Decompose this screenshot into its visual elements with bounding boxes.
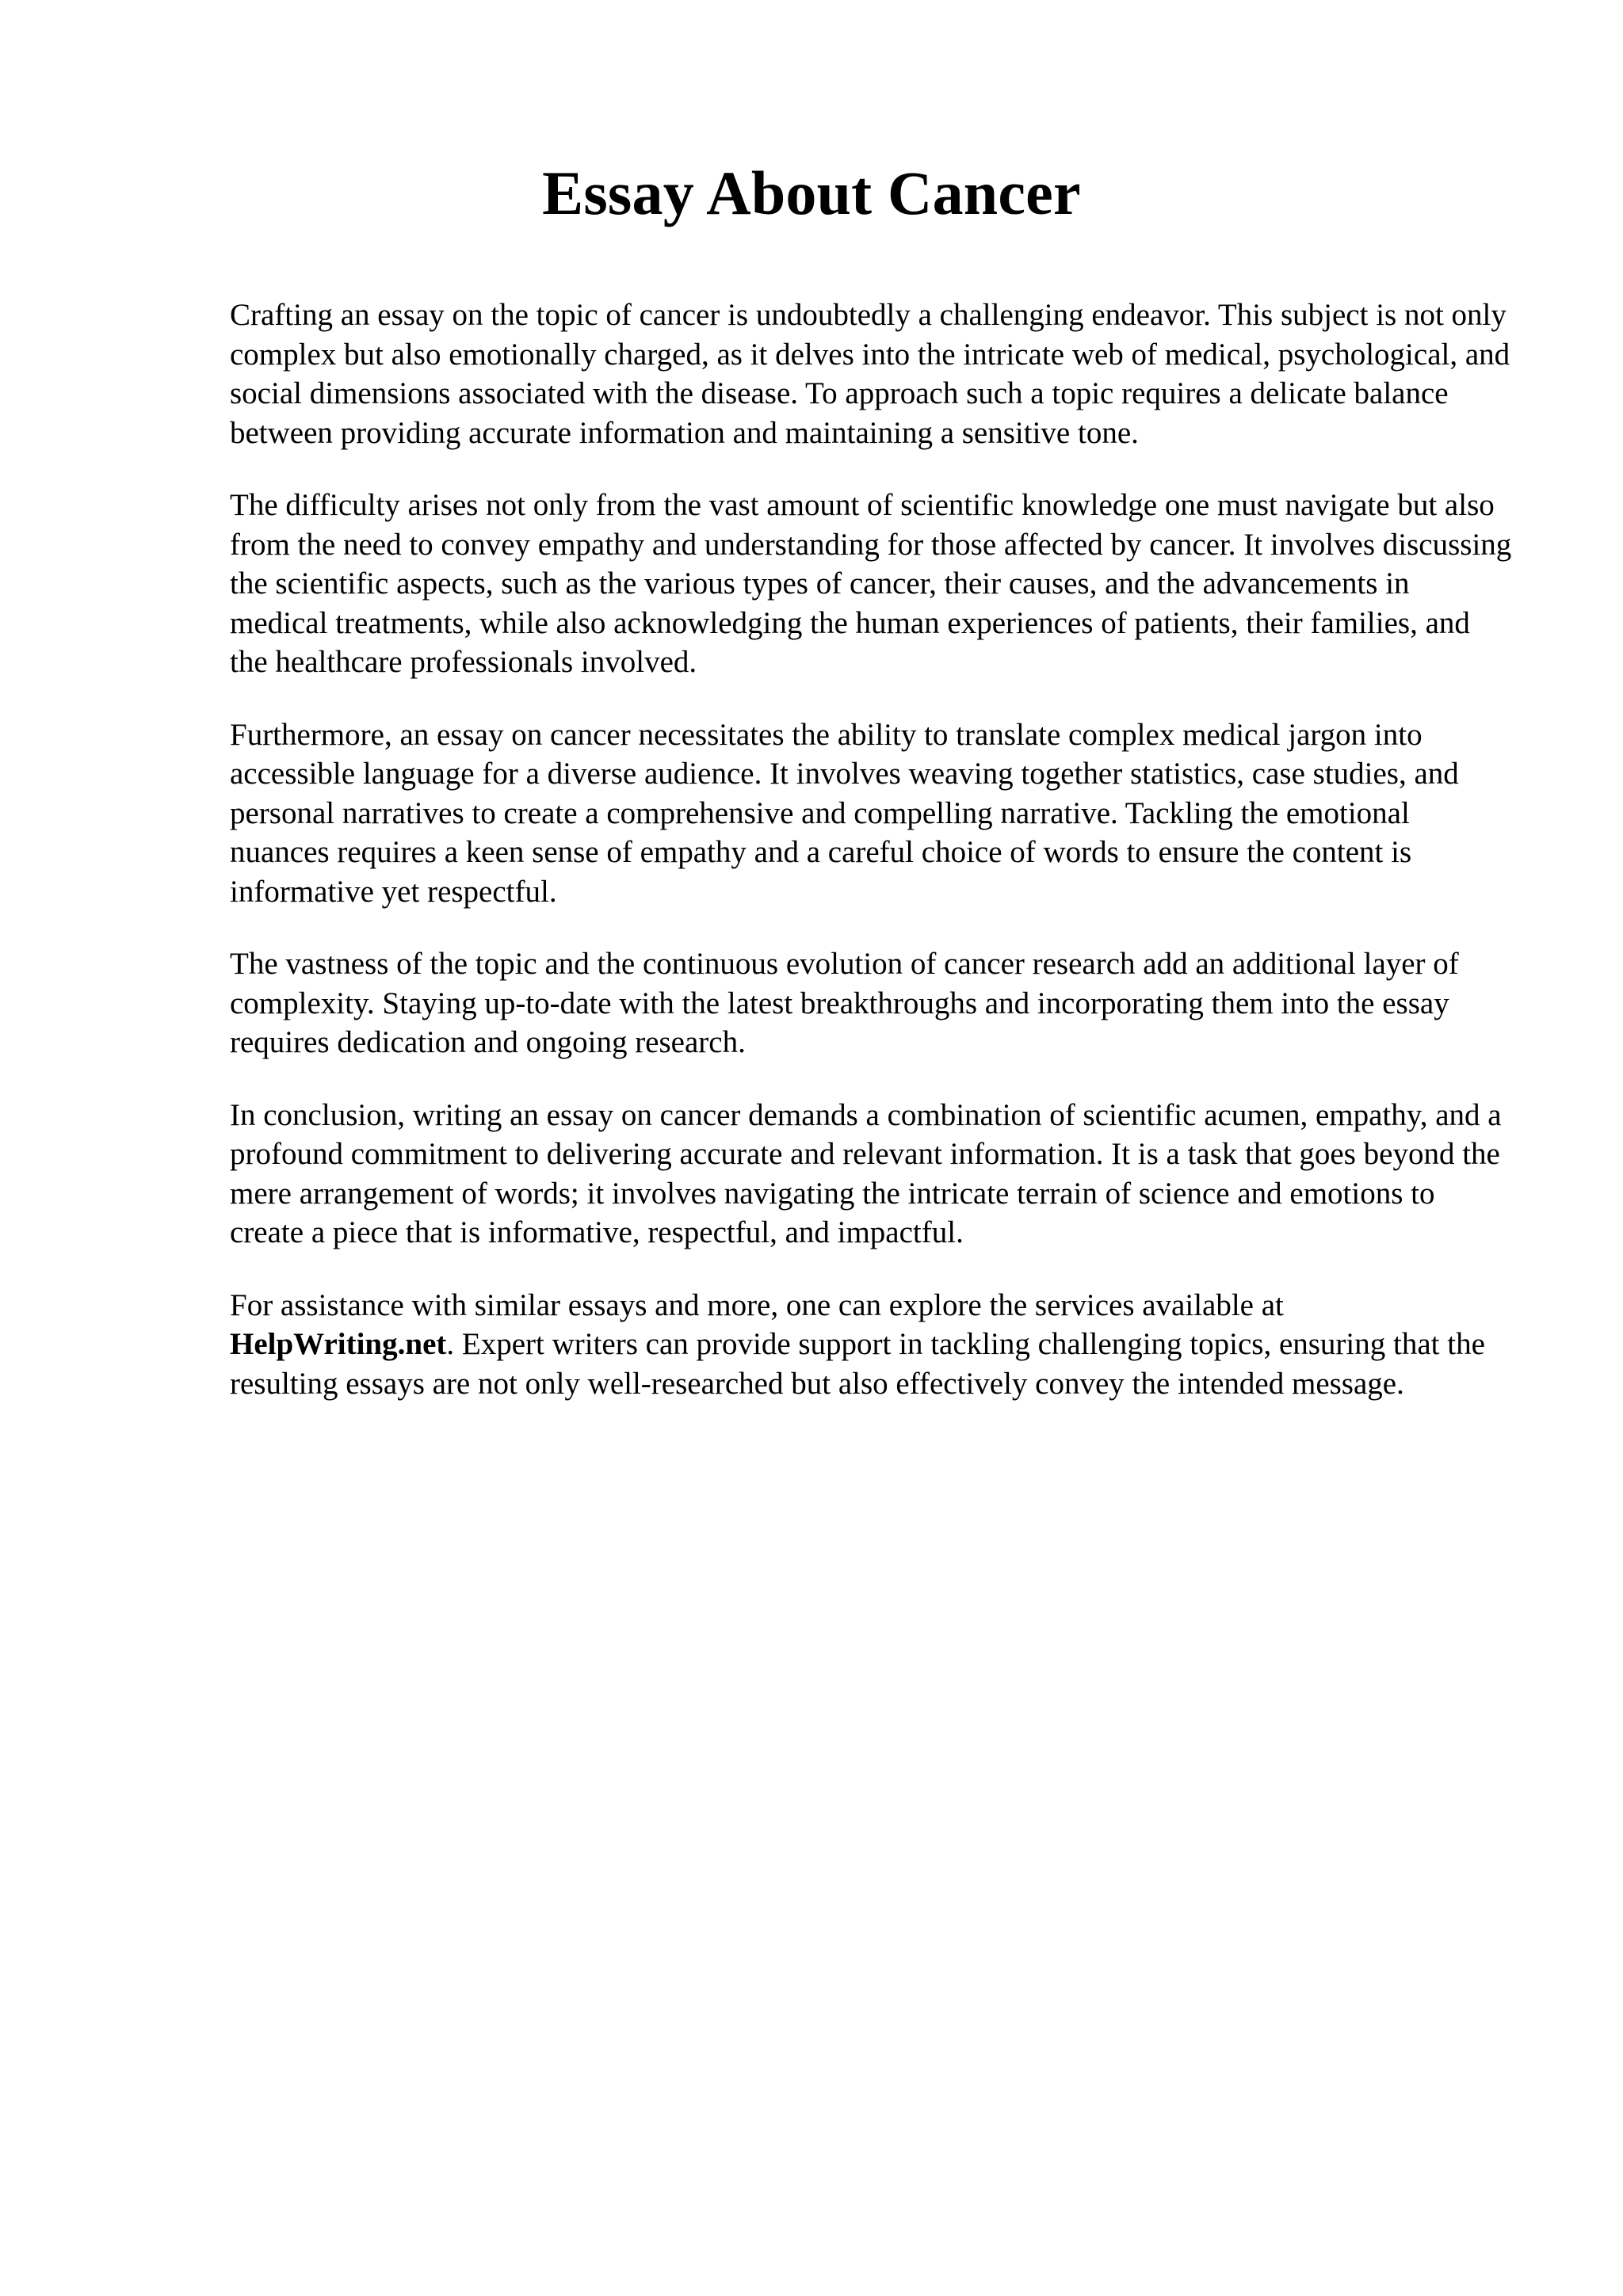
document-title: Essay About Cancer	[542, 158, 1081, 227]
paragraph-3: Furthermore, an essay on cancer necessitates the ability to translate complex medical jargon into accessible language for a diverse audience. It involves weaving together statistics, case studies, and personal narratives to create a comprehensive and compelling narrative. Tackling the emotional nuances requires a keen sense of empathy and a careful choice of words to ensure the content is informative yet respectful.	[230, 717, 1459, 909]
closing-paragraph	[230, 1286, 1514, 1404]
paragraph-2: The difficulty arises not only from the vast amount of scientific knowledge one must navigate but also from the need to convey empathy and understanding for those affected by cancer. It involves discussing the scientific aspects, such as the various types of cancer, their causes, and the advancements in medical treatments, while also acknowledging the human experiences of patients, their families, and the healthcare professionals involved.	[230, 488, 1512, 679]
closing-tail-text: . Expert writers can provide support in tackling challenging topics, ensuring that the resulting essays are not only well-researched but also effectively convey the intended message.	[230, 1327, 1485, 1401]
closing-lead-text: For assistance with similar essays and more, one can explore the services available at	[230, 1287, 1284, 1322]
brand-name: HelpWriting.net	[230, 1327, 447, 1361]
paragraph-1: Crafting an essay on the topic of cancer is undoubtedly a challenging endeavor. This subject is not only complex but also emotionally charged, as it delves into the intricate web of medical, psychological, and social dimensions associated with the disease. To approach such a topic requires a delicate balance between providing accurate information and maintaining a sensitive tone.	[230, 298, 1510, 450]
document-body	[230, 296, 1514, 1436]
paragraph-5: In conclusion, writing an essay on cancer demands a combination of scientific acumen, empathy, and a profound commitment to delivering accurate and relevant information. It is a task that goes beyond the mere arrangement of words; it involves navigating the intricate terrain of science and emotions to create a piece that is informative, respectful, and impactful.	[230, 1097, 1502, 1249]
paragraph-4: The vastness of the topic and the continuous evolution of cancer research add an additional layer of complexity. Staying up-to-date with the latest breakthroughs and incorporating them into the essay requires dedication and ongoing research.	[230, 947, 1459, 1059]
